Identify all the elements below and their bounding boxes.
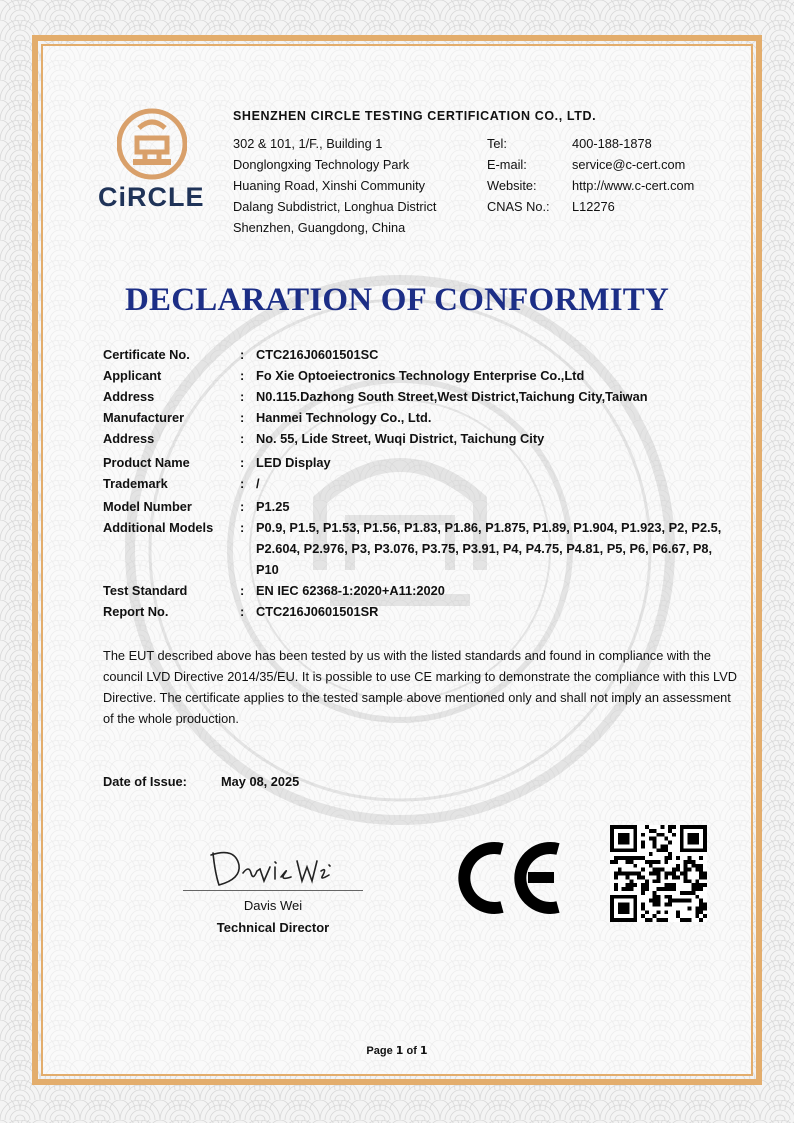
- qr-code-icon: [610, 825, 707, 922]
- model-number-label: Model Number: [103, 499, 192, 514]
- certificate-no-label: Certificate No.: [103, 347, 190, 362]
- field-colon: :: [240, 476, 245, 491]
- company-name: SHENZHEN CIRCLE TESTING CERTIFICATION CO., LTD.: [233, 109, 597, 123]
- circle-logo-icon: [117, 108, 187, 180]
- manufacturer-address-value: No. 55, Lide Street, Wuqi District, Taichung City: [256, 431, 545, 446]
- field-colon: :: [240, 347, 245, 362]
- signer-name: Davis Wei: [243, 898, 303, 913]
- cnas-label: CNAS No.:: [487, 199, 550, 214]
- page-total: 1: [419, 1044, 428, 1057]
- field-colon: :: [240, 410, 245, 425]
- field-colon: :: [240, 604, 245, 619]
- manufacturer-address-label: Address: [103, 431, 155, 446]
- applicant-value: Fo Xie Optoeiectronics Technology Enterprise Co.,Ltd: [256, 368, 585, 383]
- field-colon: :: [240, 583, 245, 598]
- model-number-value: P1.25: [256, 499, 290, 514]
- applicant-address-value: N0.115.Dazhong South Street,West District,Taichung City,Taiwan: [256, 389, 648, 404]
- company-logo-text: CiRCLE: [98, 182, 205, 212]
- company-address-line: Huaning Road, Xinshi Community: [233, 178, 426, 193]
- signature-line: [183, 890, 363, 891]
- signature-icon: [205, 843, 335, 893]
- product-name-value: LED Display: [256, 455, 331, 470]
- signer-role: Technical Director: [216, 920, 330, 935]
- field-colon: :: [240, 520, 245, 535]
- cnas-value: L12276: [572, 199, 615, 214]
- company-address-line: Donglongxing Technology Park: [233, 157, 410, 172]
- field-colon: :: [240, 368, 245, 383]
- email-value: service@c-cert.com: [572, 157, 686, 172]
- company-address-line: Shenzhen, Guangdong, China: [233, 220, 406, 235]
- company-address-line: Dalang Subdistrict, Longhua District: [233, 199, 437, 214]
- date-of-issue-value: May 08, 2025: [221, 774, 300, 789]
- manufacturer-label: Manufacturer: [103, 410, 185, 425]
- field-colon: :: [240, 499, 245, 514]
- company-address-line: 302 & 101, 1/F., Building 1: [233, 136, 383, 151]
- report-no-label: Report No.: [103, 604, 169, 619]
- page-prefix: Page: [366, 1045, 396, 1057]
- applicant-address-label: Address: [103, 389, 155, 404]
- applicant-label: Applicant: [103, 368, 162, 383]
- compliance-statement: The EUT described above has been tested by us with the listed standards and found in compliance with the council LVD Directive 2014/35/EU. It is possible to use CE marking to demonstrate the compliance with this LVD Directive. The certificate applies to the tested sample above mentioned only and shall not imply an assessment of the whole production.: [103, 648, 737, 726]
- manufacturer-value: Hanmei Technology Co., Ltd.: [256, 410, 432, 425]
- page-number: [0, 1044, 794, 1057]
- trademark-value: /: [256, 476, 260, 491]
- website-label: Website:: [487, 178, 537, 193]
- field-colon: :: [240, 455, 245, 470]
- page-current: 1: [395, 1044, 404, 1057]
- tel-label: Tel:: [487, 136, 507, 151]
- email-label: E-mail:: [487, 157, 527, 172]
- page-middle: of: [403, 1045, 420, 1057]
- website-value: http://www.c-cert.com: [572, 178, 695, 193]
- trademark-label: Trademark: [103, 476, 168, 491]
- test-standard-value: EN IEC 62368-1:2020+A11:2020: [256, 583, 445, 598]
- date-of-issue-label: Date of Issue:: [103, 774, 187, 789]
- certificate-no-value: CTC216J0601501SC: [256, 347, 379, 362]
- field-colon: :: [240, 431, 245, 446]
- ce-mark-icon: [452, 838, 564, 918]
- test-standard-label: Test Standard: [103, 583, 188, 598]
- tel-value: 400-188-1878: [572, 136, 652, 151]
- field-colon: :: [240, 389, 245, 404]
- report-no-value: CTC216J0601501SR: [256, 604, 379, 619]
- document-title: DECLARATION OF CONFORMITY: [124, 282, 669, 318]
- additional-models-value: P0.9, P1.5, P1.53, P1.56, P1.83, P1.86, P1.875, P1.89, P1.904, P1.923, P2, P2.5, P2.604, P2.976, P3, P3.076, P3.75, P3.91, P4, P4.75, P4.81, P5, P6, P6.67, P8, P10: [256, 520, 722, 577]
- product-name-label: Product Name: [103, 455, 190, 470]
- additional-models-label: Additional Models: [103, 520, 214, 535]
